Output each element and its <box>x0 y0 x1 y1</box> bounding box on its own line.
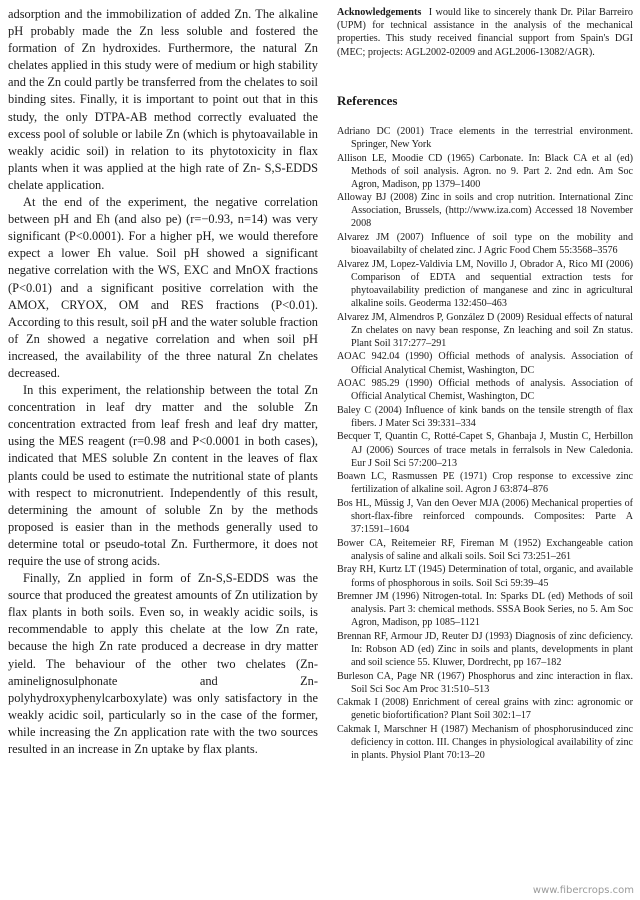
reference-item: Alvarez JM (2007) Influence of soil type on the mobility and bioavailabilty of chelated zinc. J Agric Food Chem 55:3568–3576 <box>337 232 633 257</box>
reference-item: Bray RH, Kurtz LT (1945) Determination of total, organic, and available forms of phosphorous in soils. Soil Sci 59:39–45 <box>337 564 633 589</box>
reference-item: Baley C (2004) Influence of kink bands on the tensile strength of flax fibers. J Mater Sci 39:331–334 <box>337 404 633 429</box>
reference-item: Adriano DC (2001) Trace elements in the terrestrial environment. Springer, New York <box>337 125 633 150</box>
reference-item: Alvarez JM, Almendros P, González D (2009) Residual effects of natural Zn chelates on navy bean response, Zn leaching and soil Zn status. Plant Soil 317:277–291 <box>337 311 633 349</box>
reference-item: Boawn LC, Rasmussen PE (1971) Crop response to excessive zinc fertilization of alkaline soil. Agron J 63:874–876 <box>337 471 633 496</box>
reference-item: AOAC 942.04 (1990) Official methods of analysis. Association of Official Analytical Chemist, Washington, DC <box>337 351 633 376</box>
body-paragraph-3: In this experiment, the relationship between the total Zn concentration in leaf dry matter and the soluble Zn concentration extracted from leaf fresh and leaf dry matter, using the MES reagent (r=0.98 and P<0.0001 in both cases), indicated that MES soluble Zn content in the leaves of flax plants could be used to estimate the nutritional state of plants with respect to micronutrient. Independently of this result, determining the amount of soluble Zn by the methods proposed is easier than in the methods generally used to determine total or pseudo-total Zn. Furthermore, it does not require the use of strong acids. <box>8 383 318 568</box>
body-paragraph-2: At the end of the experiment, the negative correlation between pH and Eh (and also pe) (r=−0.93, n=14) was very significant (P<0.0001). For a higher pH, we would therefore expect a lower Eh value. Soil pH showed a significant negative correlation with the WS, EXC and MnOX fractions (P<0.01) and a significant positive correlation with the AMOX, CRYOX, OM and RES fractions (P<0.01). According to this result, soil pH and the water soluble fraction of Zn showed a negative correlation and when soil pH increased, the availability of the three natural Zn chelates decreased. <box>8 195 318 380</box>
reference-item: Bremner JM (1996) Nitrogen-total. In: Sparks DL (ed) Methods of soil analysis. Part 3: chemical methods. SSSA Book Series, no 5. Am Soc Agron, Madison, pp 1085–1121 <box>337 591 633 629</box>
main-text-column <box>8 6 318 758</box>
reference-item: Alvarez JM, Lopez-Valdivia LM, Novillo J, Obrador A, Rico MI (2006) Comparison of EDTA and sequential extraction tests for phytoavailability prediction of manganese and zinc in agricultural alkaline soils. Geoderma 132:450–463 <box>337 258 633 310</box>
reference-item: Cakmak I (2008) Enrichment of cereal grains with zinc: agronomic or genetic biofortification? Plant Soil 302:1–17 <box>337 697 633 722</box>
reference-item: Cakmak I, Marschner H (1987) Mechanism of phosphorusinduced zinc deficiency in cotton. III. Changes in physiological availability of zinc in plants. Physiol Plant 70:13–20 <box>337 724 633 762</box>
watermark: www.fibercrops.com <box>532 885 634 896</box>
reference-item: Allison LE, Moodie CD (1965) Carbonate. In: Black CA et al (ed) Methods of soil analysis. Agron. no 9. Part 2. 2nd edn. Am Soc Agron, Madison, pp 1379–1400 <box>337 152 633 190</box>
reference-item: Alloway BJ (2008) Zinc in soils and crop nutrition. International Zinc Association, Brussels, (http://www.iza.com) Accessed 18 November 2008 <box>337 192 633 230</box>
acknowledgements <box>337 6 633 59</box>
reference-item: Becquer T, Quantin C, Rotté-Capet S, Ghanbaja J, Mustin C, Herbillon AJ (2006) Sources of trace metals in ferralsols in New Caledonia. Eur J Soil Sci 57:200–213 <box>337 431 633 469</box>
acknowledgements-text: I would like to sincerely thank Dr. Pilar Barreiro (UPM) for technical assistance in the analysis of the mechanical properties. This study received financial support from Spain's DGI (MEC; projects: AGL2002-02009 and AGL2006-13082/AGR). <box>337 7 633 58</box>
reference-item: Bos HL, Müssig J, Van den Oever MJA (2006) Mechanical properties of short-flax-fibre reinforced compounds. Composites: Parte A 37:1591–1604 <box>337 497 633 536</box>
reference-list <box>337 125 633 763</box>
reference-item: Burleson CA, Page NR (1967) Phosphorus and zinc interaction in flax. Soil Sci Soc Am Proc 31:510–513 <box>337 670 633 695</box>
reference-item: Bower CA, Reitemeier RF, Fireman M (1952) Exchangeable cation analysis of saline and alkali soils. Soil Sci 73:251–261 <box>337 537 633 562</box>
references-heading: References <box>337 92 398 108</box>
body-paragraph-1: adsorption and the immobilization of added Zn. The alkaline pH probably made the Zn less soluble and fostered the formation of Zn hydroxides. Furthermore, the natural Zn chelates applied in this study were of medium or high stability and the Zn could partly be transferred from the chelates to soil binding sites. Finally, it is important to point out that in this study, the only DTPA-AB method correctly evaluated the excess pool of soluble or labile Zn (which is phytoavailable in weakly acidic soil) in relation to its phytotoxicity in flax plants when it was applied at the high rate of Zn- S,S-EDDS chelate application. <box>8 7 318 192</box>
reference-item: AOAC 985.29 (1990) Official methods of analysis. Association of Official Analytical Chemist, Washington, DC <box>337 378 633 403</box>
body-paragraph-4: Finally, Zn applied in form of Zn-S,S-EDDS was the source that produced the greatest amounts of Zn utilization by flax plants in both soils. Even so, in weakly acidic soils, is recommendable to apply this chelate at the low Zn rate, because the high Zn rate produced a decrease in dry matter yield. The behaviour of the other two chelates (Zn-aminelignosulphonate and Zn-polyhydroxyphenylcarboxylate) was only satisfactory in the weakly acidic soil, particularly so in the case of the former, while increasing the Zn application rate with the two sources resulted in an increase in Zn uptake by flax plants. <box>8 571 318 757</box>
right-column <box>337 6 633 763</box>
acknowledgements-heading: Acknowledgements <box>337 7 422 18</box>
reference-item: Brennan RF, Armour JD, Reuter DJ (1993) Diagnosis of zinc deficiency. In: Robson AD (ed) Zinc in soils and plants, developments in plant and soil science 55. Kluwer, Dordrecht, pp 167–182 <box>337 630 633 669</box>
